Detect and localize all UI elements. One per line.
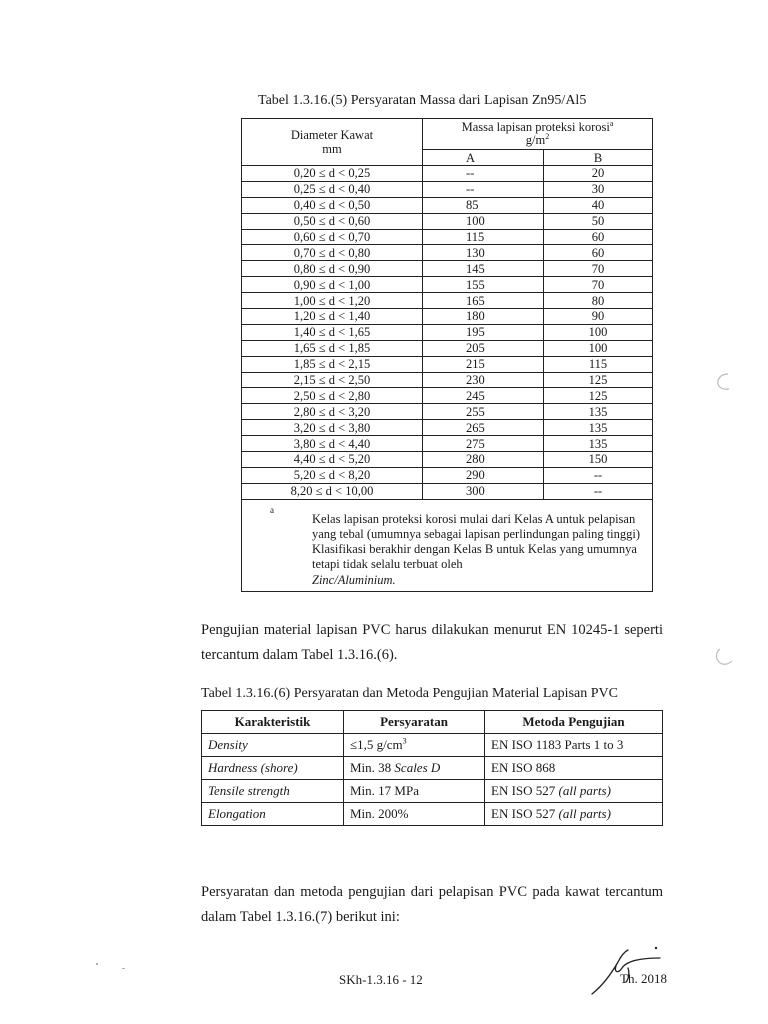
class-b-cell: --: [544, 467, 653, 483]
class-a-cell: --: [423, 181, 544, 197]
header-mass: Massa lapisan proteksi korosi$^a$ $g/m^2$: [423, 119, 653, 150]
method-italic: (all parts): [558, 806, 611, 821]
table-row: [242, 166, 653, 182]
class-b-cell: 100: [544, 340, 653, 356]
characteristic-cell: Density: [202, 734, 344, 757]
footnote-text: Kelas lapisan proteksi korosi mulai dari Kelas A untuk pelapisan yang tebal (umumnya sebagai lapisan perlindungan paling tinggi) Klasifikasi berakhir dengan Kelas B untuk Kelas yang umumnya tetapi tidak selalu terbuat oleh: [312, 511, 641, 572]
method-text: EN ISO 527: [491, 783, 559, 798]
class-a-cell: 100: [423, 213, 544, 229]
class-b-cell: 20: [544, 166, 653, 182]
table-row: [242, 483, 653, 499]
class-a-cell: 255: [423, 404, 544, 420]
diameter-range-cell: 3,20 ≤ d < 3,80: [242, 420, 423, 436]
table-row: [242, 420, 653, 436]
punch-hole-mark: [714, 372, 736, 392]
page-footer-year: Th. 2018: [620, 971, 667, 986]
table-row: [242, 340, 653, 356]
method-cell: [485, 780, 663, 803]
diameter-range-cell: 8,20 ≤ d < 10,00: [242, 483, 423, 499]
header-diameter: Diameter Kawat mm: [242, 119, 423, 166]
class-b-cell: 60: [544, 229, 653, 245]
requirement-text: Min. 38: [350, 760, 395, 775]
method-cell: [485, 757, 663, 780]
class-a-cell: 155: [423, 277, 544, 293]
mass-requirement-table: [241, 118, 653, 592]
class-b-cell: 135: [544, 436, 653, 452]
requirement-italic: Scales D: [394, 760, 441, 775]
header-karakteristik: Karakteristik: [202, 711, 344, 734]
class-a-cell: 205: [423, 340, 544, 356]
diameter-range-cell: 0,25 ≤ d < 0,40: [242, 181, 423, 197]
table-row: [242, 197, 653, 213]
characteristic-cell: Elongation: [202, 803, 344, 826]
mass-table-body: [242, 166, 653, 500]
table-row: [242, 404, 653, 420]
requirement-text: ≤1,5 g/cm: [350, 737, 403, 752]
header-class-b: B: [544, 150, 653, 166]
class-b-cell: 125: [544, 372, 653, 388]
class-b-cell: 30: [544, 181, 653, 197]
table-row: [202, 734, 663, 757]
class-a-cell: 115: [423, 229, 544, 245]
requirement-cell: [344, 803, 485, 826]
table-row: [202, 757, 663, 780]
table-row: [202, 803, 663, 826]
table-row: [242, 261, 653, 277]
signature-initial: [588, 944, 668, 1000]
class-a-cell: 265: [423, 420, 544, 436]
class-a-cell: 85: [423, 197, 544, 213]
diameter-range-cell: 1,20 ≤ d < 1,40: [242, 309, 423, 325]
method-text: EN ISO 527: [491, 806, 559, 821]
table-row: [242, 213, 653, 229]
header-class-a: A: [423, 150, 544, 166]
class-a-cell: 165: [423, 293, 544, 309]
class-b-cell: 40: [544, 197, 653, 213]
table-row: [242, 388, 653, 404]
pvc-table-body: [202, 734, 663, 826]
class-b-cell: 100: [544, 324, 653, 340]
diameter-range-cell: 4,40 ≤ d < 5,20: [242, 452, 423, 468]
class-a-cell: 300: [423, 483, 544, 499]
class-a-cell: 180: [423, 309, 544, 325]
diameter-range-cell: 2,50 ≤ d < 2,80: [242, 388, 423, 404]
table-row: [242, 229, 653, 245]
table-row: [242, 245, 653, 261]
diameter-range-cell: 5,20 ≤ d < 8,20: [242, 467, 423, 483]
diameter-range-cell: 1,65 ≤ d < 1,85: [242, 340, 423, 356]
diameter-range-cell: 0,70 ≤ d < 0,80: [242, 245, 423, 261]
diameter-range-cell: 0,60 ≤ d < 0,70: [242, 229, 423, 245]
header-metoda: Metoda Pengujian: [485, 711, 663, 734]
table-row: [242, 436, 653, 452]
class-a-cell: --: [423, 166, 544, 182]
class-a-cell: 195: [423, 324, 544, 340]
diameter-range-cell: 2,15 ≤ d < 2,50: [242, 372, 423, 388]
table-row: [242, 293, 653, 309]
table-row: [242, 372, 653, 388]
class-b-cell: --: [544, 483, 653, 499]
table-row: [242, 452, 653, 468]
requirement-cell: [344, 757, 485, 780]
requirement-cell: [344, 734, 485, 757]
diameter-range-cell: 0,80 ≤ d < 0,90: [242, 261, 423, 277]
diameter-range-cell: 1,85 ≤ d < 2,15: [242, 356, 423, 372]
class-b-cell: 80: [544, 293, 653, 309]
diameter-range-cell: 2,80 ≤ d < 3,20: [242, 404, 423, 420]
diameter-range-cell: 0,90 ≤ d < 1,00: [242, 277, 423, 293]
diameter-range-cell: 1,00 ≤ d < 1,20: [242, 293, 423, 309]
method-text: EN ISO 1183 Parts 1 to 3: [491, 737, 624, 752]
table2-caption: Tabel 1.3.16.(6) Persyaratan dan Metoda Pengujian Material Lapisan PVC: [201, 686, 618, 701]
method-italic: (all parts): [558, 783, 611, 798]
method-cell: [485, 734, 663, 757]
diameter-range-cell: 3,80 ≤ d < 4,40: [242, 436, 423, 452]
class-a-cell: 145: [423, 261, 544, 277]
class-b-cell: 135: [544, 420, 653, 436]
requirement-sup: 3: [402, 736, 407, 746]
punch-hole-mark: [712, 646, 736, 668]
method-text: EN ISO 868: [491, 760, 556, 775]
class-a-cell: 280: [423, 452, 544, 468]
diameter-range-cell: 0,40 ≤ d < 0,50: [242, 197, 423, 213]
class-b-cell: 50: [544, 213, 653, 229]
class-a-cell: 215: [423, 356, 544, 372]
table-row: [242, 324, 653, 340]
scan-speck: [96, 963, 98, 965]
requirement-text: Min. 200%: [350, 806, 409, 821]
table-row: [242, 356, 653, 372]
table-row: [242, 309, 653, 325]
table-row: [202, 780, 663, 803]
class-b-cell: 70: [544, 261, 653, 277]
footnote-italic: Zinc/Aluminium.: [312, 572, 396, 587]
pvc-requirement-table: [201, 710, 663, 826]
scan-speck: [122, 968, 125, 969]
class-a-cell: 230: [423, 372, 544, 388]
characteristic-cell: Tensile strength: [202, 780, 344, 803]
method-cell: [485, 803, 663, 826]
class-b-cell: 125: [544, 388, 653, 404]
table-row: [242, 467, 653, 483]
class-a-cell: 130: [423, 245, 544, 261]
class-a-cell: 275: [423, 436, 544, 452]
paragraph-pvc-testing: Pengujian material lapisan PVC harus dilakukan menurut EN 10245-1 seperti tercantum dalam Tabel 1.3.16.(6).: [201, 622, 663, 663]
class-b-cell: 90: [544, 309, 653, 325]
diameter-range-cell: 0,50 ≤ d < 0,60: [242, 213, 423, 229]
characteristic-cell: Hardness (shore): [202, 757, 344, 780]
diameter-range-cell: 0,20 ≤ d < 0,25: [242, 166, 423, 182]
table-footnote: a Kelas lapisan proteksi korosi mulai dari Kelas A untuk pelapisan yang tebal (umumnya sebagai lapisan perlindungan paling tinggi) Klasifikasi berakhir dengan Kelas B untuk Kelas yang umumnya tetapi tidak selalu terbuat oleh Zinc/Aluminium.: [242, 499, 653, 591]
class-b-cell: 135: [544, 404, 653, 420]
header-persyaratan: Persyaratan: [344, 711, 485, 734]
table-row: [242, 277, 653, 293]
paragraph-pvc-requirements: Persyaratan dan metoda pengujian dari pelapisan PVC pada kawat tercantum dalam Tabel 1.3.16.(7) berikut ini:: [201, 884, 663, 925]
table1-caption: Tabel 1.3.16.(5) Persyaratan Massa dari Lapisan Zn95/Al5: [258, 93, 587, 108]
page-footer-code: SKh-1.3.16 - 12: [339, 972, 423, 987]
requirement-cell: [344, 780, 485, 803]
class-b-cell: 60: [544, 245, 653, 261]
requirement-text: Min. 17 MPa: [350, 783, 419, 798]
class-b-cell: 70: [544, 277, 653, 293]
class-a-cell: 290: [423, 467, 544, 483]
class-a-cell: 245: [423, 388, 544, 404]
diameter-range-cell: 1,40 ≤ d < 1,65: [242, 324, 423, 340]
table-row: [242, 181, 653, 197]
class-b-cell: 150: [544, 452, 653, 468]
class-b-cell: 115: [544, 356, 653, 372]
